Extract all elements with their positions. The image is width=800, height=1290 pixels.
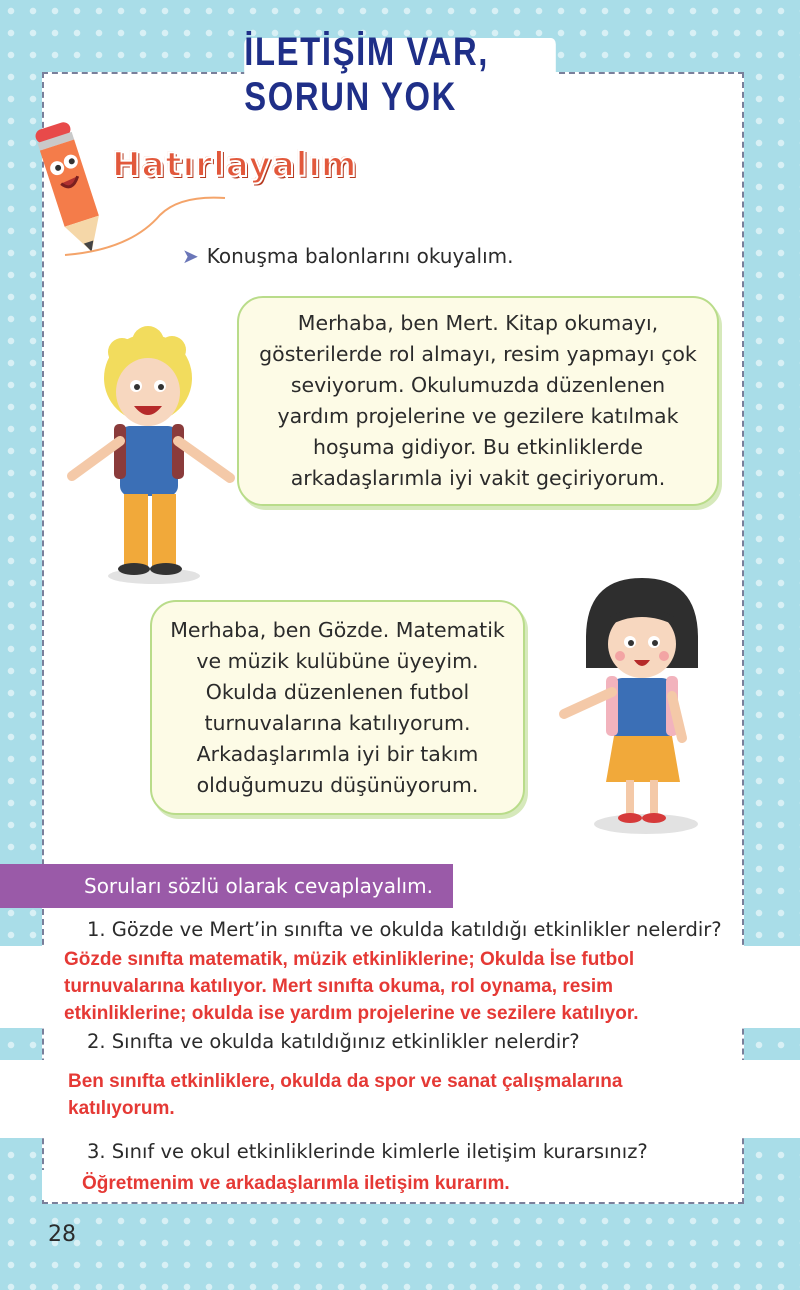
answer-1: Gözde sınıfta matematik, müzik etkinliklerine; Okulda İse futbol turnuvalarına katılıyor. Mert sınıfta okuma, rol oynama, resim etkinliklerine; okulda ise yardım projelerine ve sezilere katılıyor. [0,946,800,1028]
speech-bubble-mert [237,296,719,506]
answer-2: Ben sınıfta etkinliklere, okulda da spor ve sanat çalışmalarına katılıyorum. [0,1060,800,1138]
questions-banner [0,864,453,908]
question-1: 1. Gözde ve Mert’in sınıfta ve okulda katıldığı etkinlikler nelerdir? [87,918,722,941]
section-heading: Hatırlayalım [112,145,358,185]
instruction-text: Konuşma balonlarını okuyalım. [206,244,514,268]
question-2: 2. Sınıfta ve okulda katıldığınız etkinlikler nelerdir? [87,1030,580,1053]
speech-text-mert: Merhaba, ben Mert. Kitap okumayı, gösterilerde rol almayı, resim yapmayı çok seviyorum. Okulumuzda düzenlenen yardım projelerine ve gezilere katılmak hoşuma gidiyor. Bu etkinliklerde arkadaşlarımla iyi vakit geçiriyorum. [259,311,697,490]
questions-banner-label: Soruları sözlü olarak cevaplayalım. [84,874,433,898]
girl-illustration [556,568,726,838]
boy-illustration [62,306,242,586]
instruction [182,244,514,268]
answer-3: Öğretmenim ve arkadaşlarımla iletişim kurarım. [42,1170,602,1200]
speech-bubble-gozde [150,600,525,815]
arrow-right-icon: ➤ [182,244,199,268]
page-title: İLETİŞİM VAR, SORUN YOK [244,38,556,112]
question-3: 3. Sınıf ve okul etkinliklerinde kimlerle iletişim kurarsınız? [87,1140,648,1163]
page-number: 28 [48,1222,76,1247]
speech-text-gozde: Merhaba, ben Gözde. Matematik ve müzik kulübüne üyeyim. Okulda düzenlenen futbol turnuvalarına katılıyorum. Arkadaşlarımla iyi bir takım olduğumuzu düşünüyorum. [170,617,505,797]
